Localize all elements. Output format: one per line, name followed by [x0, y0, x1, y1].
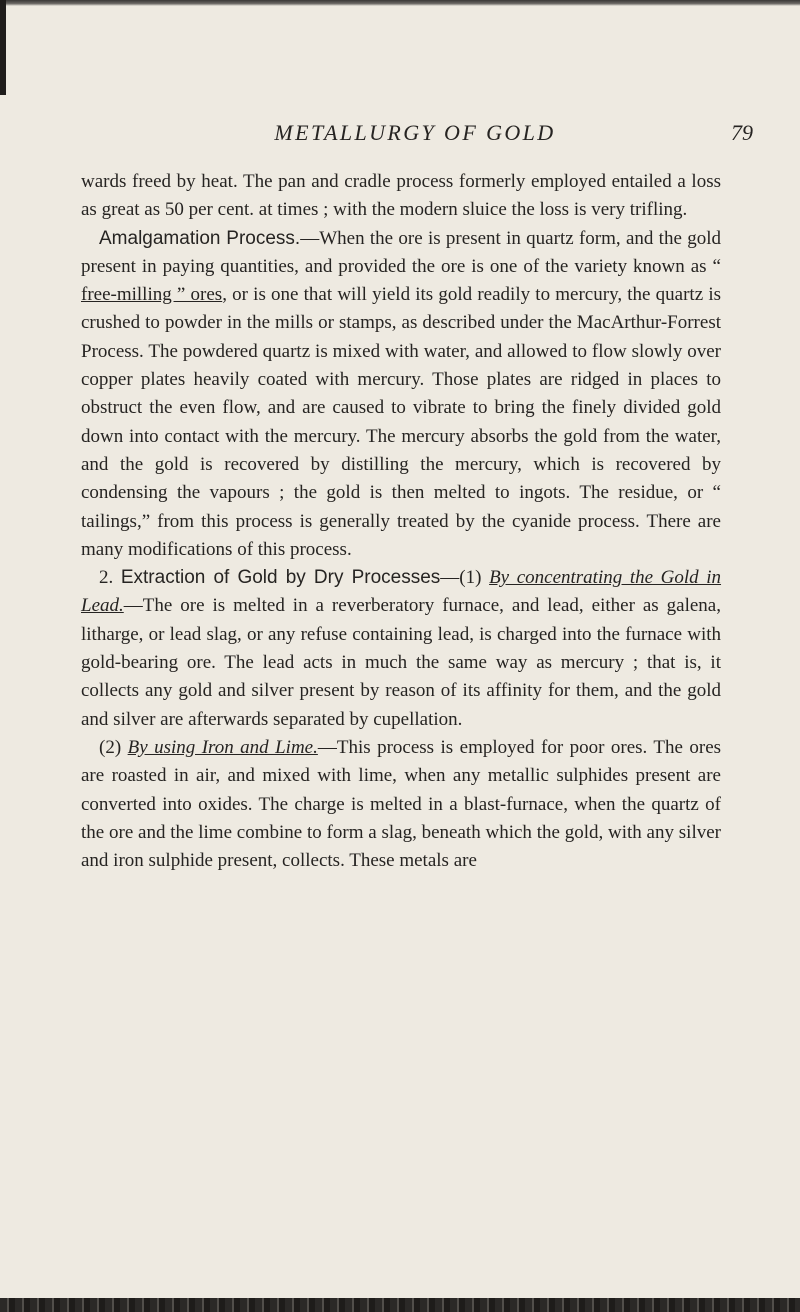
paragraph-dry-processes — [81, 564, 721, 734]
subsection-label: —(1) — [440, 567, 490, 589]
paragraph-text: —This process is employed for poor ores. The ores are roasted in air, and mixed with lime, when any metallic sulphides present are converted into oxides. The charge is melted in a blast-furnace, when the quartz of the ore and the lime combine to form a slag, beneath which the gold, with any silver and iron sulphide present, collects. These metals are — [81, 736, 722, 872]
section-heading-dry-processes: Extraction of Gold by Dry Processes — [120, 567, 441, 589]
running-header — [115, 120, 775, 150]
subsection-title-iron-lime: By using Iron and Lime. — [127, 736, 318, 758]
page-edge-shadow-top — [0, 0, 800, 6]
section-number: 2. — [99, 567, 121, 589]
paragraph-text: wards freed by heat. The pan and cradle process formerly employed entailed a loss as great as 50 per cent. at times ; with the modern sluice the loss is very trifling. — [81, 171, 721, 221]
section-heading-amalgamation: Amalgamation Process. — [99, 227, 301, 249]
running-title: METALLURGY OF GOLD — [274, 120, 556, 145]
subsection-title-lead: By concentrating the Gold in Lead. — [81, 567, 722, 617]
paragraph-text: , or is one that will yield its gold readily to mercury, the quartz is crushed to powder in the mills or stamps, as described under the MacArthur-Forrest Process. The powdered quartz is mixed with water, and allowed to flow slowly over copper plates heavily coated with mercury. Those plates are ridged in places to obstruct the even flow, and are caused to vibrate to bring the finely divided gold down into contact with the mercury. The mercury absorbs the gold from the water, and the gold is recovered by distilling the mercury, which is recovered by condensing the vapours ; the gold is then melted to ingots. The residue, or “ tailings,” from this process is generally treated by the cyanide process. There are many modifications of this process. — [81, 284, 721, 560]
paragraph-iron-lime — [81, 734, 721, 875]
subsection-label: (2) — [99, 736, 128, 758]
page-edge-shadow-left — [0, 0, 6, 95]
paragraph-amalgamation — [81, 225, 721, 565]
page-edge-shadow-bottom — [0, 1298, 800, 1312]
underlined-term: free-milling ” ores — [81, 284, 223, 306]
paragraph-text: —When the ore is present in quartz form, and the gold present in paying quantities, and provided the ore is one of the variety known as “ — [81, 227, 721, 277]
paragraph-continued — [81, 168, 721, 225]
page-body — [81, 168, 721, 875]
paragraph-text: —The ore is melted in a reverberatory furnace, and lead, either as galena, litharge, or lead slag, or any refuse containing lead, is charged into the furnace with gold-bearing ore. The lead acts in much the same way as mercury ; that is, it collects any gold and silver present by reason of its affinity for them, and the gold and silver are afterwards separated by cupellation. — [81, 595, 721, 730]
page-number: 79 — [731, 120, 753, 145]
